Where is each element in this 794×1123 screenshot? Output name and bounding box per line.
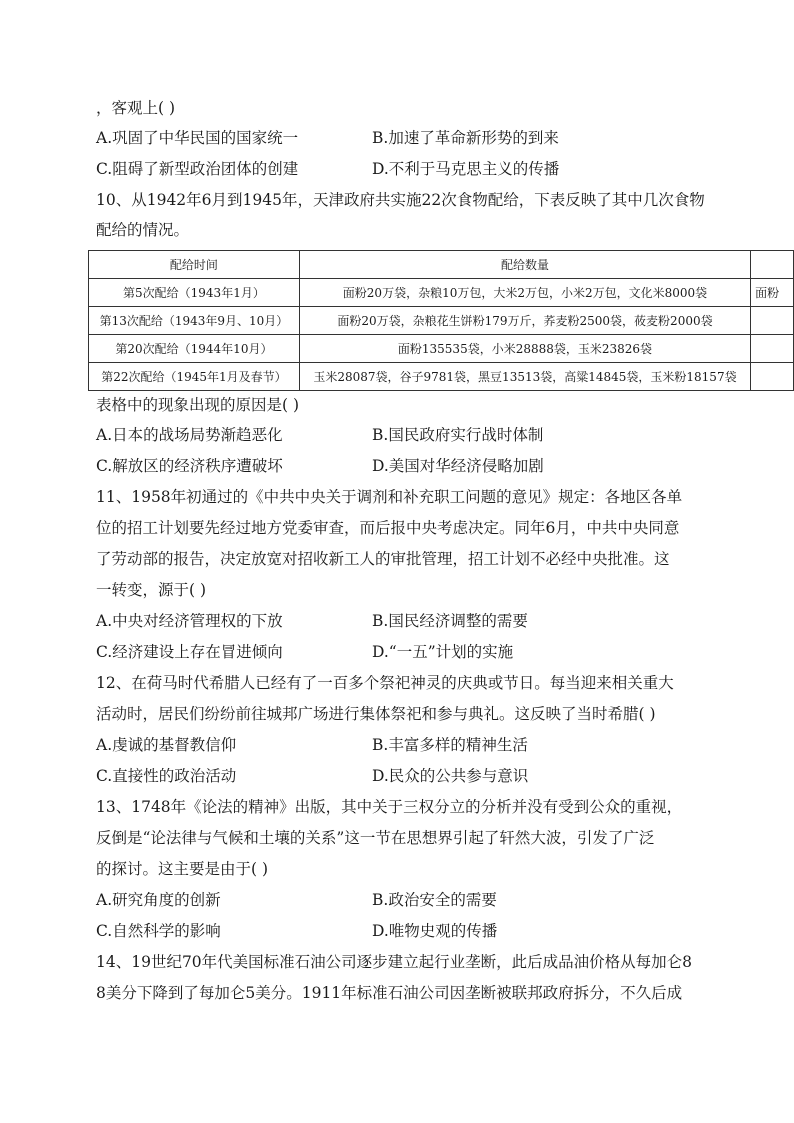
q11-option-c: C.经济建设上存在冒进倾向 [96, 643, 283, 661]
q13-option-d: D.唯物史观的传播 [372, 922, 498, 940]
q9-option-c: C.阻碍了新型政治团体的创建 [96, 160, 299, 178]
q11-option-d: D.“一五”计划的实施 [372, 643, 514, 661]
q9-option-b: B.加速了革命新形势的到来 [372, 129, 559, 147]
table-cell-quantity: 面粉135535袋，小米28888袋，玉米23826袋 [299, 335, 750, 363]
q10-stem-line-3: 表格中的现象出现的原因是( ) [96, 396, 300, 414]
table-cell-time: 第5次配给（1943年1月） [89, 279, 300, 307]
q12-stem-line-2: 活动时，居民们纷纷前往城邦广场进行集体祭祀和参与典礼。这反映了当时希腊( ) [96, 705, 656, 723]
table-row [89, 279, 794, 307]
q11-stem-line-1: 11、1958年初通过的《中共中央关于调剂和补充职工问题的意见》规定：各地区各单 [96, 488, 683, 506]
q12-option-b: B.丰富多样的精神生活 [372, 736, 528, 754]
q9-option-a: A.巩固了中华民国的国家统一 [96, 129, 299, 147]
q9-option-d: D.不利于马克思主义的传播 [372, 160, 560, 178]
q11-stem-line-2: 位的招工计划要先经过地方党委审查，而后报中央考虑决定。同年6月，中共中央同意 [96, 519, 680, 537]
table-cell-time: 第13次配给（1943年9月、10月） [89, 307, 300, 335]
q9-stem-tail: ，客观上( ) [96, 99, 176, 117]
q10-option-c: C.解放区的经济秩序遭破坏 [96, 457, 283, 475]
table-cell-extra: 面粉 [751, 279, 794, 307]
q11-stem-line-3: 了劳动部的报告，决定放宽对招收新工人的审批管理，招工计划不必经中央批准。这 [96, 550, 670, 568]
q13-option-c: C.自然科学的影响 [96, 922, 221, 940]
table-cell-quantity: 面粉20万袋，杂粮花生饼粉179万斤，荞麦粉2500袋，莜麦粉2000袋 [299, 307, 750, 335]
q13-option-b: B.政治安全的需要 [372, 891, 497, 909]
table-cell-time: 第22次配给（1945年1月及春节） [89, 363, 300, 391]
table-cell-quantity: 玉米28087袋，谷子9781袋，黑豆13513袋，高粱14845袋，玉米粉18157袋 [299, 363, 750, 391]
q10-stem-line-2: 配给的情况。 [96, 221, 190, 239]
q13-stem-line-1: 13、1748年《论法的精神》出版，其中关于三权分立的分析并没有受到公众的重视， [96, 798, 683, 816]
q11-option-b: B.国民经济调整的需要 [372, 612, 528, 630]
q11-option-a: A.中央对经济管理权的下放 [96, 612, 283, 630]
q14-stem-line-2: 8美分下降到了每加仑5美分。1911年标准石油公司因垄断被联邦政府拆分，不久后成 [96, 984, 683, 1002]
q13-stem-line-2: 反倒是“论法律与气候和土壤的关系”这一节在思想界引起了轩然大波，引发了广泛 [96, 829, 655, 847]
q12-stem-line-1: 12、在荷马时代希腊人已经有了一百多个祭祀神灵的庆典或节日。每当迎来相关重大 [96, 674, 674, 692]
ration-table [88, 250, 794, 391]
table-header-time: 配给时间 [89, 251, 300, 279]
q10-option-b: B.国民政府实行战时体制 [372, 426, 544, 444]
table-cell-quantity: 面粉20万袋，杂粮10万包，大米2万包，小米2万包，文化米8000袋 [299, 279, 750, 307]
q12-option-c: C.直接性的政治活动 [96, 767, 237, 785]
q13-stem-line-3: 的探讨。这主要是由于( ) [96, 860, 269, 878]
q13-option-a: A.研究角度的创新 [96, 891, 221, 909]
q10-option-d: D.美国对华经济侵略加剧 [372, 457, 544, 475]
table-header-extra [751, 251, 794, 279]
q12-option-a: A.虔诚的基督教信仰 [96, 736, 237, 754]
table-cell-extra [751, 307, 794, 335]
q10-stem-line-1: 10、从1942年6月到1945年，天津政府共实施22次食物配给，下表反映了其中几次食物 [96, 191, 705, 209]
q12-option-d: D.民众的公共参与意识 [372, 767, 529, 785]
table-header-row [89, 251, 794, 279]
table-row [89, 363, 794, 391]
table-cell-extra [751, 335, 794, 363]
q11-stem-line-4: 一转变，源于( ) [96, 581, 207, 599]
table-cell-extra [751, 363, 794, 391]
table-row [89, 335, 794, 363]
table-header-quantity: 配给数量 [299, 251, 750, 279]
table-cell-time: 第20次配给（1944年10月） [89, 335, 300, 363]
q10-option-a: A.日本的战场局势渐趋恶化 [96, 426, 283, 444]
q14-stem-line-1: 14、19世纪70年代美国标准石油公司逐步建立起行业垄断，此后成品油价格从每加仑8 [96, 953, 693, 971]
table-row [89, 307, 794, 335]
